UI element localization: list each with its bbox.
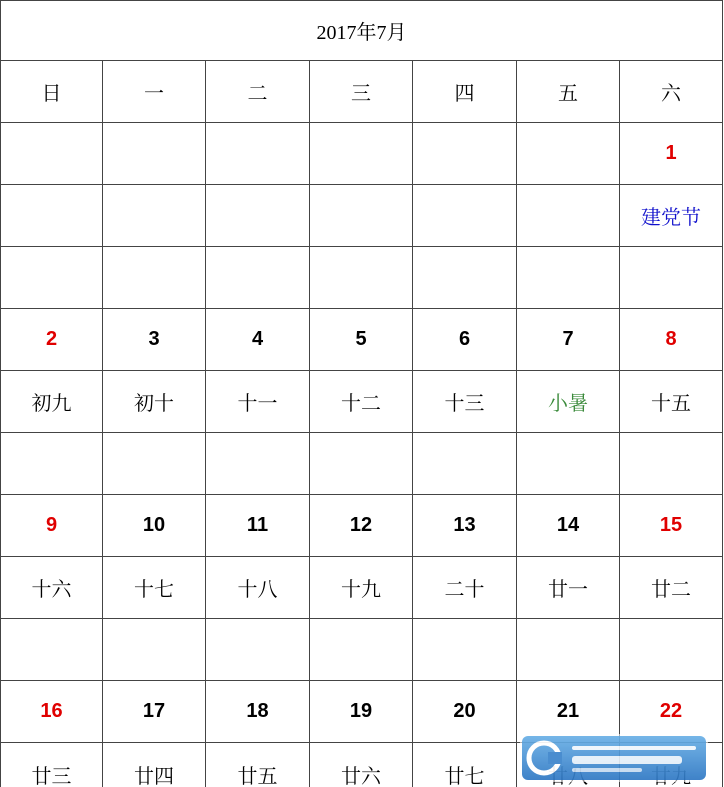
note-cell [620, 247, 723, 309]
weekday-header-sun: 日 [0, 61, 103, 123]
weekday-header-thu: 四 [413, 61, 517, 123]
note-cell [103, 619, 206, 681]
day-cell[interactable]: 12 [310, 495, 413, 557]
note-cell [310, 247, 413, 309]
day-cell[interactable]: 17 [103, 681, 206, 743]
day-cell[interactable] [517, 123, 620, 185]
cr173-logo-icon [522, 736, 706, 780]
day-cell[interactable]: 6 [413, 309, 517, 371]
note-cell [206, 433, 310, 495]
note-cell [206, 619, 310, 681]
day-cell[interactable]: 8 [620, 309, 723, 371]
calendar-title: 2017年7月 [0, 0, 723, 61]
lunar-cell: 十八 [206, 557, 310, 619]
lunar-cell: 十五 [620, 371, 723, 433]
lunar-cell [103, 185, 206, 247]
note-cell [517, 433, 620, 495]
note-cell [620, 619, 723, 681]
day-cell[interactable]: 11 [206, 495, 310, 557]
day-cell[interactable]: 9 [0, 495, 103, 557]
site-watermark [522, 736, 706, 780]
note-cell [0, 433, 103, 495]
day-cell[interactable] [413, 123, 517, 185]
day-cell[interactable]: 4 [206, 309, 310, 371]
day-cell[interactable]: 18 [206, 681, 310, 743]
day-cell[interactable]: 21 [517, 681, 620, 743]
day-cell[interactable] [0, 123, 103, 185]
note-cell [413, 433, 517, 495]
lunar-cell: 廿七 [413, 743, 517, 787]
lunar-cell: 廿五 [206, 743, 310, 787]
note-cell [517, 247, 620, 309]
lunar-cell [310, 185, 413, 247]
lunar-cell: 初九 [0, 371, 103, 433]
day-cell[interactable]: 14 [517, 495, 620, 557]
calendar-grid [0, 61, 723, 787]
lunar-cell: 十九 [310, 557, 413, 619]
lunar-cell: 初十 [103, 371, 206, 433]
note-cell [103, 433, 206, 495]
day-cell[interactable]: 3 [103, 309, 206, 371]
lunar-cell: 廿二 [620, 557, 723, 619]
note-cell [413, 247, 517, 309]
lunar-cell: 廿四 [103, 743, 206, 787]
lunar-cell [0, 185, 103, 247]
weekday-header-fri: 五 [517, 61, 620, 123]
lunar-cell [517, 185, 620, 247]
note-cell [517, 619, 620, 681]
day-cell[interactable]: 2 [0, 309, 103, 371]
day-cell[interactable]: 20 [413, 681, 517, 743]
note-cell [0, 247, 103, 309]
weekday-header-tue: 二 [206, 61, 310, 123]
lunar-cell: 廿一 [517, 557, 620, 619]
weekday-header-wed: 三 [310, 61, 413, 123]
day-cell[interactable]: 1 [620, 123, 723, 185]
day-cell[interactable]: 15 [620, 495, 723, 557]
day-cell[interactable] [103, 123, 206, 185]
day-cell[interactable]: 5 [310, 309, 413, 371]
note-cell [310, 433, 413, 495]
weekday-header-mon: 一 [103, 61, 206, 123]
note-cell [413, 619, 517, 681]
lunar-cell [206, 185, 310, 247]
lunar-cell: 十二 [310, 371, 413, 433]
weekday-header-sat: 六 [620, 61, 723, 123]
festival-label: 建党节 [620, 185, 723, 247]
lunar-cell: 廿三 [0, 743, 103, 787]
lunar-cell: 廿六 [310, 743, 413, 787]
day-cell[interactable]: 22 [620, 681, 723, 743]
lunar-cell: 十一 [206, 371, 310, 433]
day-cell[interactable] [206, 123, 310, 185]
lunar-cell: 二十 [413, 557, 517, 619]
day-cell[interactable]: 16 [0, 681, 103, 743]
day-cell[interactable]: 13 [413, 495, 517, 557]
lunar-cell: 十六 [0, 557, 103, 619]
day-cell[interactable]: 19 [310, 681, 413, 743]
day-cell[interactable]: 10 [103, 495, 206, 557]
note-cell [206, 247, 310, 309]
day-cell[interactable] [310, 123, 413, 185]
note-cell [0, 619, 103, 681]
lunar-cell [413, 185, 517, 247]
note-cell [620, 433, 723, 495]
solar-term-label: 小暑 [517, 371, 620, 433]
lunar-cell: 十七 [103, 557, 206, 619]
day-cell[interactable]: 7 [517, 309, 620, 371]
note-cell [310, 619, 413, 681]
lunar-cell: 十三 [413, 371, 517, 433]
note-cell [103, 247, 206, 309]
